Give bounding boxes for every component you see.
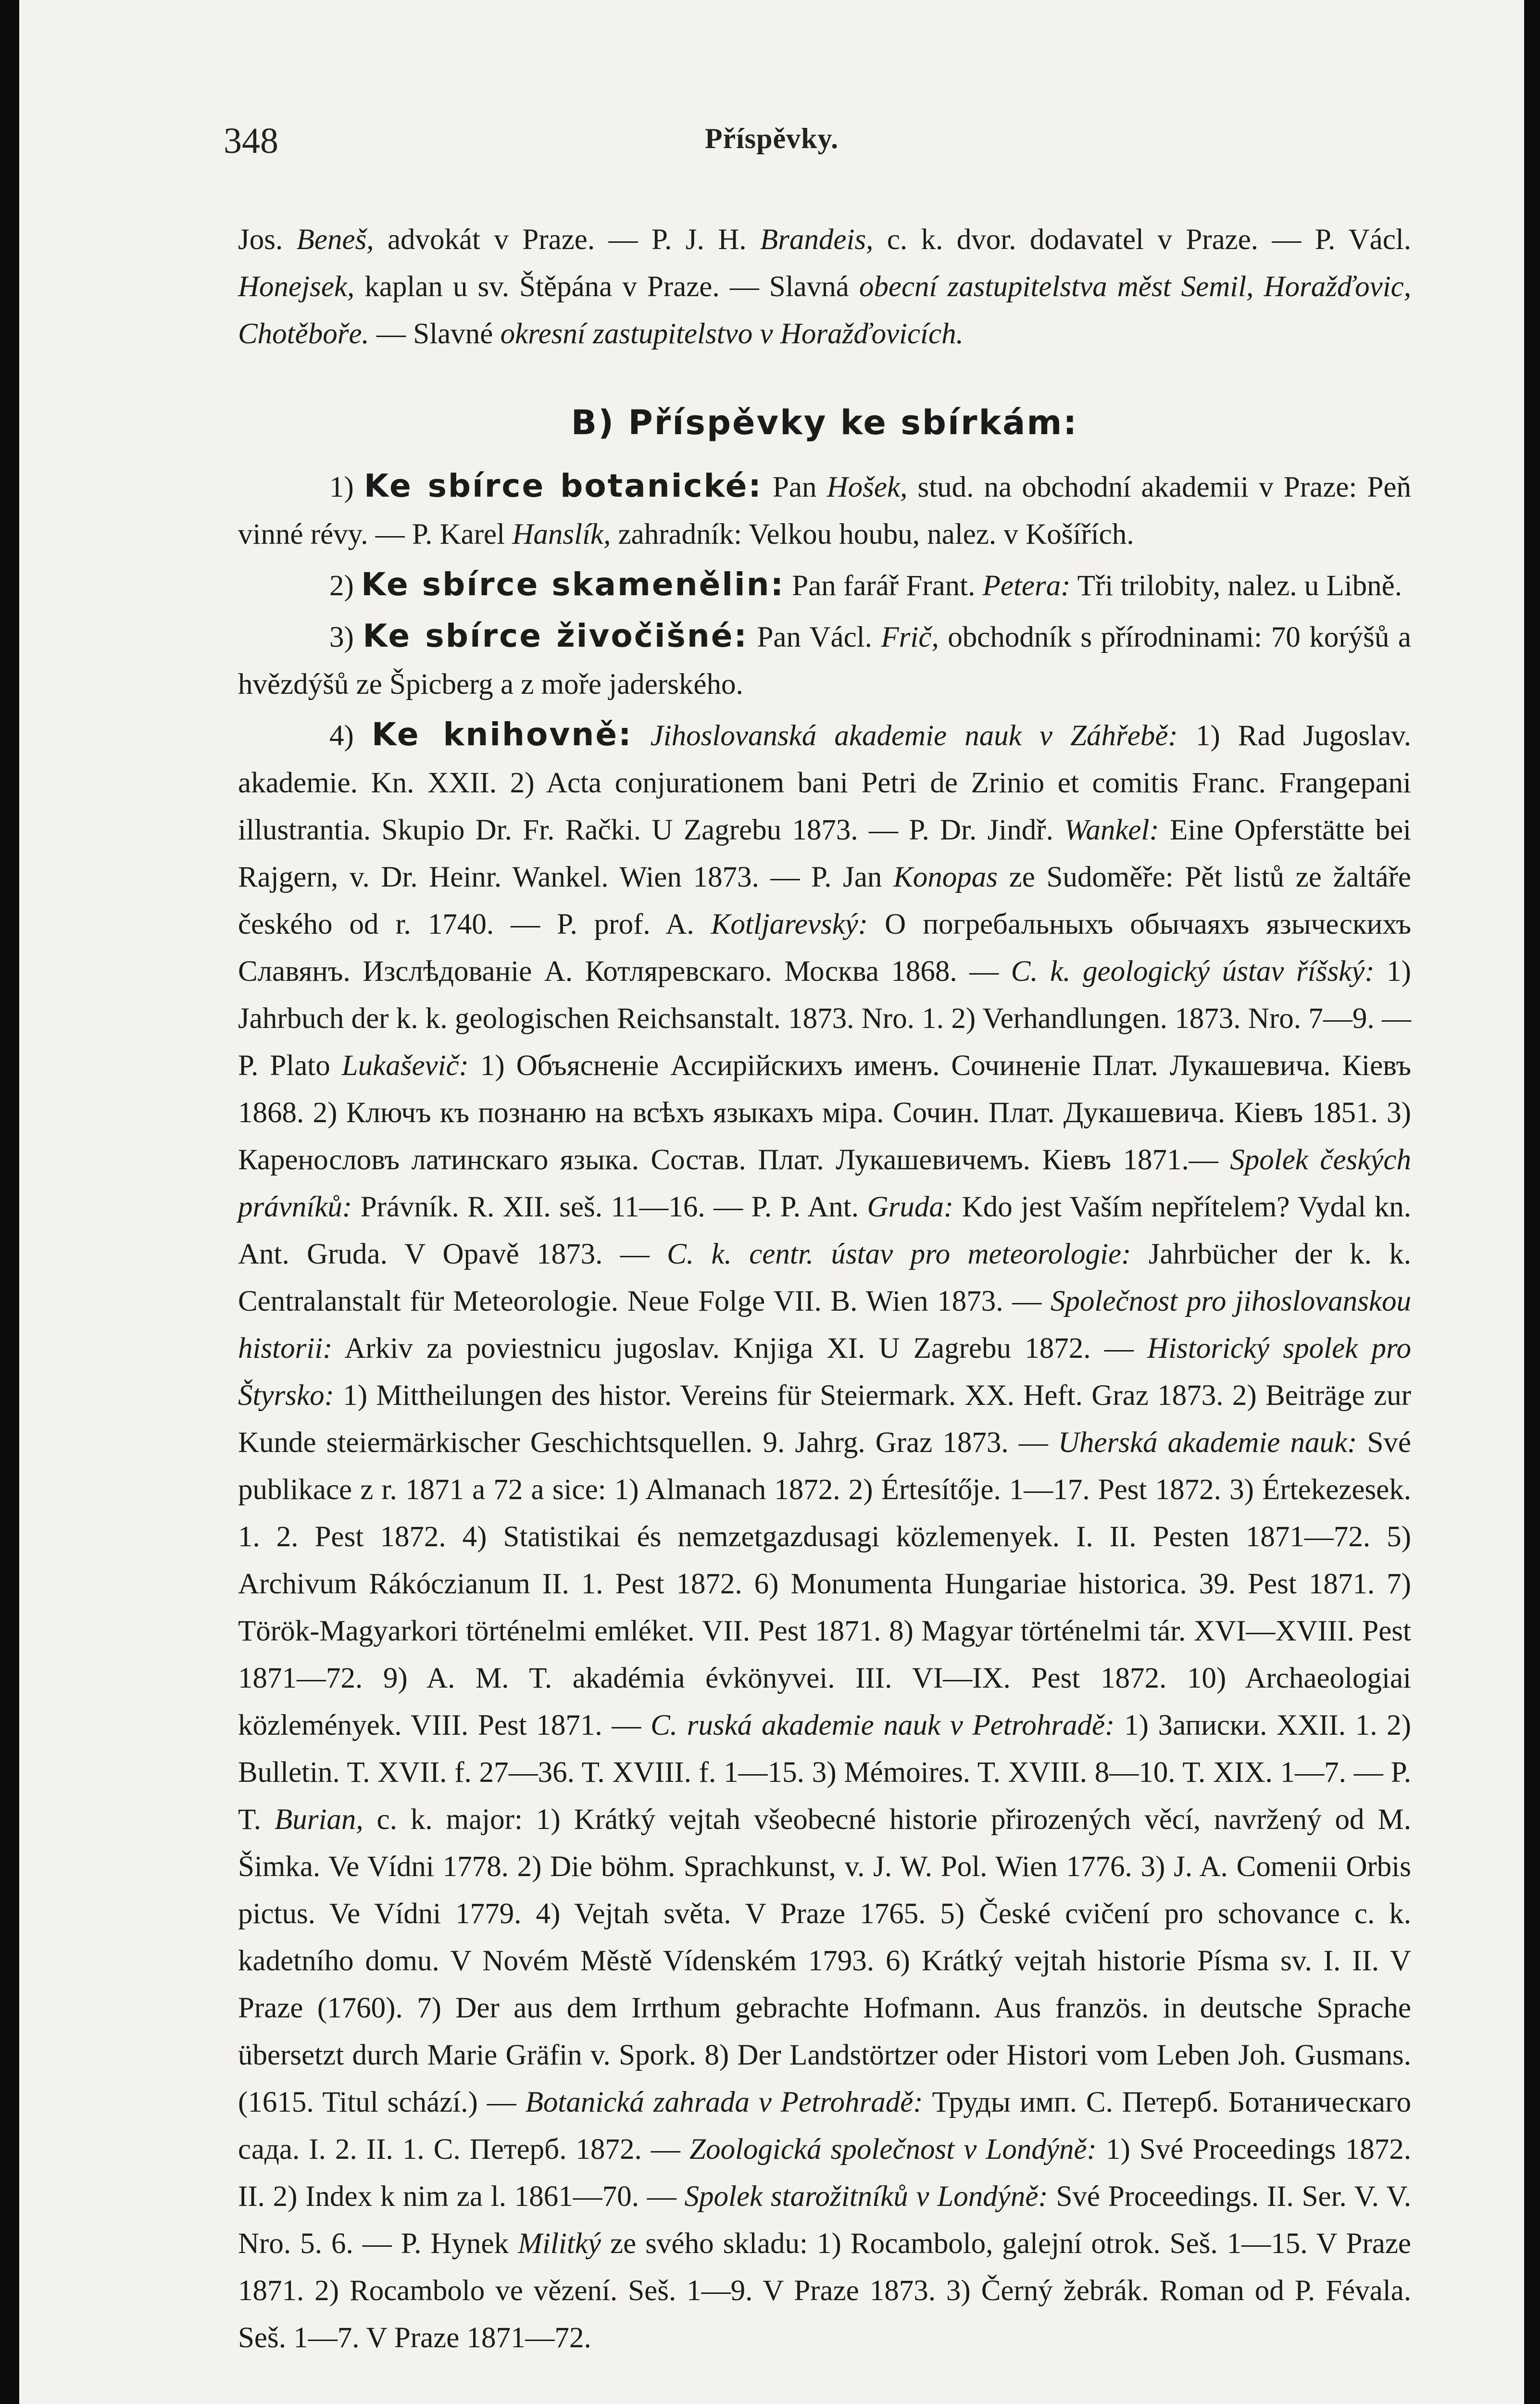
section-heading: B) Příspěvky ke sbírkám: (571, 403, 1078, 442)
paragraph-zoological: 3) Ke sbírce živočišné: Pan Václ. Frič, obchodník s přírodninami: 70 korýšů a hvězdýšů ze Špicberg a z moře jaderského. (238, 617, 1411, 701)
paragraph-botanical: 1) Ke sbírce botanické: Pan Hošek, stud. na obchodní akademii v Praze: Peň vinné révy. — P. Karel Hanslík, zahradník: Velkou houbu, nalez. v Košířích. (238, 467, 1411, 551)
book-page (19, 0, 1524, 2404)
page-header (19, 120, 1524, 163)
paragraph-fossils: 2) Ke sbírce skamenělin: Pan farář Frant. Petera: Tři trilobity, nalez. u Libně. (329, 566, 1402, 603)
page-body (238, 216, 1411, 2362)
intro-paragraph: Jos. Beneš, advokát v Praze. — P. J. H. Brandeis, c. k. dvor. dodavatel v Praze. — P. Václ. Honejsek, kaplan u sv. Štěpána v Praze. — Slavná obecní zastupitelstva měst Semil, Horažďovic, Chotěboře. — Slavné okresní zastupitelstvo v Horažďovicích. (238, 224, 1412, 350)
running-head: Příspěvky. (704, 123, 839, 154)
paragraph-library: 4) Ke knihovně: Jihoslovanská akademie nauk v Záhřebě: 1) Rad Jugoslav. akademie. Kn. XXII. 2) Acta conjurationem bani Petri de Zrinio et comitis Franc. Frangepani illustrantia. Skupio Dr. Fr. Rački. U Zagrebu 1873. — P. Dr. Jindř. Wankel: Eine Opferstätte bei Rajgern, v. Dr. Heinr. Wankel. Wien 1873. — P. Jan Konopas ze Sudoměře: Pět listů ze žaltáře českého od r. 1740. — P. prof. A. Kotljarevský: О погребальныхъ обычаяхъ языческихъ Славянъ. Изслѣдованіе А. Котляревскаго. Москва 1868. — C. k. geologický ústav říšský: 1) Jahrbuch der k. k. geologischen Reichsanstalt. 1873. Nro. 1. 2) Verhandlungen. 1873. Nro. 7—9. — P. Plato Lukaševič: 1) Объясненіе Ассирійскихъ именъ. Сочиненіе Плат. Лукашевича. Кіевъ 1868. 2) Ключъ къ познаню на всѣхъ языкахъ міра. Сочин. Плат. Дукашевича. Кіевъ 1851. 3) Каренословъ латинскаго языка. Состав. Плат. Лукашевичемъ. Кіевъ 1871.— Spolek českých právníků: Právník. R. XII. seš. 11—16. — P. P. Ant. Gruda: Kdo jest Vaším nepřítelem? Vydal kn. Ant. Gruda. V Opavě 1873. — C. k. centr. ústav pro meteorologie: Jahrbücher der k. k. Centralanstalt für Meteorologie. Neue Folge VII. B. Wien 1873. — Společnost pro jihoslovanskou historii: Arkiv za poviestnicu jugoslav. Knjiga XI. U Zagrebu 1872. — Historický spolek pro Štyrsko: 1) Mittheilungen des histor. Vereins für Steiermark. XX. Heft. Graz 1873. 2) Beiträge zur Kunde steiermärkischer Geschichtsquellen. 9. Jahrg. Graz 1873. — Uherská akademie nauk: Své publikace z r. 1871 a 72 a sice: 1) Almanach 1872. 2) Értesítője. 1—17. Pest 1872. 3) Értekezesek. 1. 2. Pest 1872. 4) Statistikai és nemzetgazdusagi közlemenyek. I. II. Pesten 1871—72. 5) Archivum Rákóczianum II. 1. Pest 1872. 6) Monumenta Hungariae historica. 39. Pest 1871. 7) Török-Magyarkori történelmi emléket. VII. Pest 1871. 8) Magyar történelmi tár. XVI—XVIII. Pest 1871—72. 9) A. M. T. akadémia évkönyvei. III. VI—IX. Pest 1872. 10) Archaeologiai közlemények. VIII. Pest 1871. — C. ruská akademie nauk v Petrohradě: 1) Записки. XXII. 1. 2) Bulletin. T. XVII. f. 27—36. T. XVIII. f. 1—15. 3) Mémoires. T. XVIII. 8—10. T. XIX. 1—7. — P. T. Burian, c. k. major: 1) Krátký vejtah všeobecné historie přirozených věcí, navržený od M. Šimka. Ve Vídni 1778. 2) Die böhm. Sprachkunst, v. J. W. Pol. Wien 1776. 3) J. A. Comenii Orbis pictus. Ve Vídni 1779. 4) Vejtah světa. V Praze 1765. 5) České cvičení pro schovance c. k. kadetního domu. V Novém Městě Vídenském 1793. 6) Krátký vejtah historie Písma sv. I. II. V Praze (1760). 7) Der aus dem Irrthum gebrachte Hofmann. Aus französ. in deutsche Sprache übersetzt durch Marie Gräfin v. Spork. 8) Der Landstörtzer oder Histori vom Leben Joh. Gusmans. (1615. Titul schází.) — Botanická zahrada v Petrohradě: Труды имп. С. Петерб. Ботаническаго сада. I. 2. II. 1. С. Петерб. 1872. — Zoologická společnost v Londýně: 1) Své Proceedings 1872. II. 2) Index k nim za l. 1861—70. — Spolek starožitníků v Londýně: Své Proceedings. II. Ser. V. V. Nro. 5. 6. — P. Hynek Militký ze svého skladu: 1) Rocambolo, galejní otrok. Seš. 1—15. V Praze 1871. 2) Rocambolo ve vězení. Seš. 1—9. V Praze 1873. 3) Černý žebrák. Roman od P. Févala. Seš. 1—7. V Praze 1871—72. (238, 716, 1412, 2354)
page-number: 348 (224, 121, 278, 161)
